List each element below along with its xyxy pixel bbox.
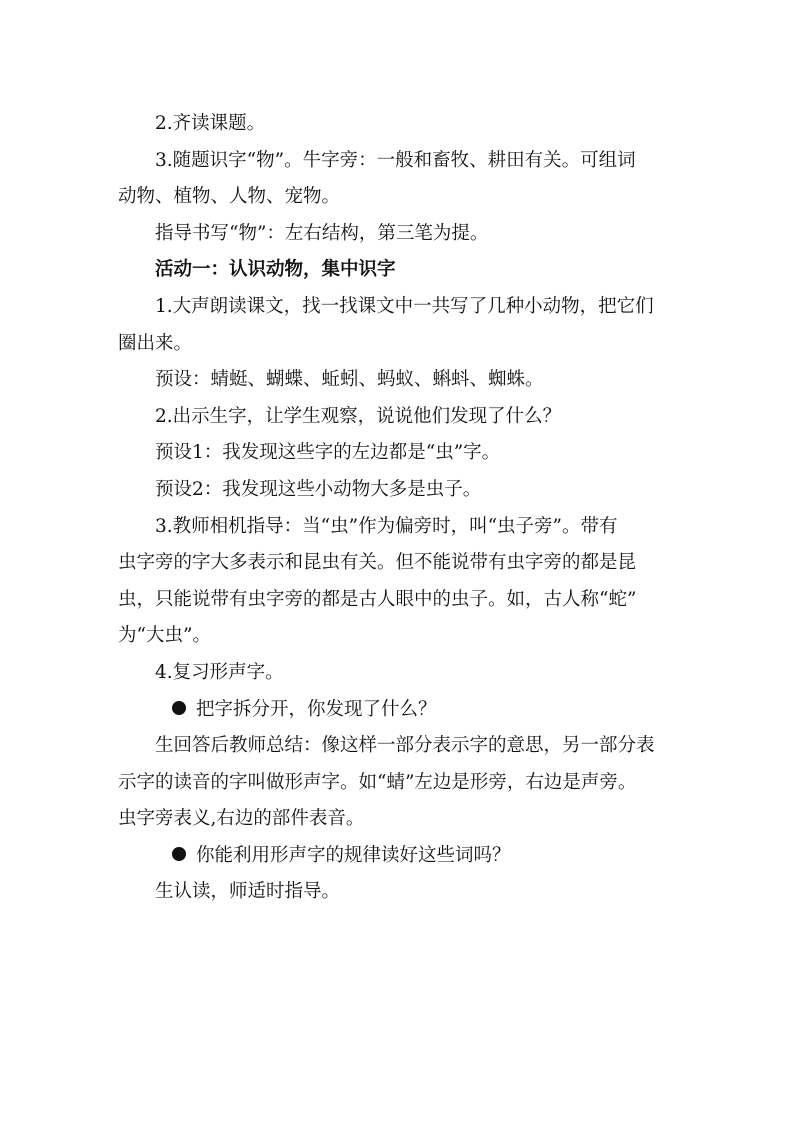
paragraph-summary-line1: 生回答后教师总结：像这样一部分表示字的意思，另一部分表: [155, 735, 655, 757]
paragraph-summary-line3: 虫字旁表义,右边的部件表音。: [118, 808, 365, 830]
paragraph-preset-two: 预设2：我发现这些小动物大多是虫子。: [155, 478, 482, 500]
paragraph-teacher-guide-line3: 虫，只能说带有虫字旁的都是古人眼中的虫子。如，古人称“蛇”: [118, 588, 637, 610]
section-heading-activity-one: 活动一：认识动物，集中识字: [155, 259, 396, 281]
paragraph-teacher-guide-line1: 3.教师相机指导：当“虫”作为偏旁时，叫“虫子旁”。带有: [155, 515, 618, 537]
paragraph-teacher-guide-line2: 虫字旁的字大多表示和昆虫有关。但不能说带有虫字旁的都是昆: [118, 552, 637, 574]
bullet-icon: [172, 701, 186, 715]
paragraph-show-characters: 2.出示生字，让学生观察，说说他们发现了什么？: [155, 405, 562, 427]
bullet-icon: [172, 847, 186, 861]
bullet-item-label: 把字拆分开，你发现了什么？: [196, 698, 437, 720]
paragraph-read-aloud-line1: 1.大声朗读课文，找一找课文中一共写了几种小动物，把它们: [155, 295, 654, 317]
paragraph-read-aloud-line2: 圈出来。: [118, 332, 193, 354]
paragraph-character-wu-line1: 3.随题识字“物”。牛字旁：一般和畜牧、耕田有关。可组词: [155, 149, 636, 171]
paragraph-teacher-guide-line4: 为“大虫”。: [118, 625, 211, 647]
paragraph-summary-line2: 示字的读音的字叫做形声字。如“蜻”左边是形旁，右边是声旁。: [118, 771, 637, 793]
paragraph-writing-guide: 指导书写“物”：左右结构，第三笔为提。: [155, 222, 489, 244]
paragraph-preset-animals: 预设：蜻蜓、蝴蝶、蚯蚓、蚂蚁、蝌蚪、蜘蛛。: [155, 369, 544, 391]
bullet-item-split-characters: [118, 692, 678, 729]
paragraph-character-wu-line2: 动物、植物、人物、宠物。: [118, 186, 341, 208]
bullet-item-label: 你能利用形声字的规律读好这些词吗？: [196, 844, 511, 866]
paragraph-preset-one: 预设1：我发现这些字的左边都是“虫”字。: [155, 442, 501, 464]
paragraph-read-title: 2.齐读课题。: [155, 113, 266, 134]
paragraph-students-read: 生认读，师适时指导。: [155, 881, 341, 903]
paragraph-review-phonetic: 4.复习形声字。: [155, 661, 284, 683]
bullet-item-read-words: [118, 838, 678, 875]
document-body: [118, 106, 678, 911]
